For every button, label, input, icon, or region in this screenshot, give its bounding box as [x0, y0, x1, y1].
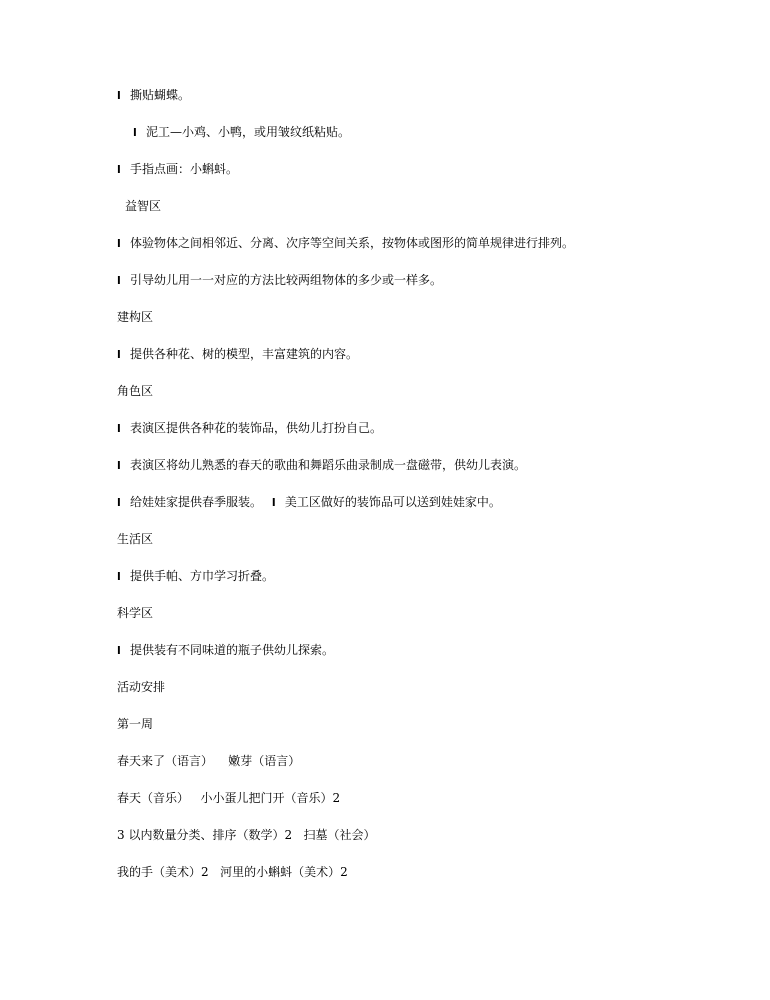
bullet-icon: l	[117, 348, 121, 361]
item-text: 提供各种花、树的模型，丰富建筑的内容。	[130, 347, 359, 361]
list-item	[117, 420, 382, 437]
section-heading: 益智区	[125, 199, 162, 213]
list-item	[117, 568, 274, 585]
item-text: 提供装有不同味道的瓶子供幼儿探索。	[130, 643, 335, 657]
section-heading: 建构区	[117, 310, 154, 324]
list-item	[117, 346, 358, 363]
bullet-icon: l	[117, 459, 121, 472]
bullet-icon: l	[117, 274, 121, 287]
schedule-line: 春天（音乐） 小小蛋儿把门开（音乐）2	[117, 791, 341, 805]
bullet-icon: l	[117, 89, 121, 102]
item-text: 手指点画：小蝌蚪。	[130, 162, 239, 176]
section-heading: 活动安排	[117, 680, 166, 694]
list-item	[117, 87, 190, 104]
bullet-icon: l	[117, 237, 121, 250]
list-item	[117, 494, 501, 511]
section-heading: 第一周	[117, 717, 154, 731]
section-heading: 科学区	[117, 606, 154, 620]
schedule-line: 春天来了（语言） 嫩芽（语言）	[117, 754, 301, 768]
list-item	[117, 161, 238, 178]
item-text: 美工区做好的装饰品可以送到娃娃家中。	[284, 495, 501, 509]
list-item	[117, 642, 334, 659]
list-item	[117, 272, 442, 289]
bullet-icon: l	[117, 422, 121, 435]
list-item	[117, 457, 526, 474]
bullet-icon: l	[271, 496, 276, 509]
bullet-icon: l	[117, 570, 121, 583]
item-text: 泥工—小鸡、小鸭，或用皱纹纸粘贴。	[146, 125, 351, 139]
bullet-icon: l	[117, 163, 121, 176]
item-text: 提供手帕、方巾学习折叠。	[130, 569, 275, 583]
item-text: 表演区将幼儿熟悉的春天的歌曲和舞蹈乐曲录制成一盘磁带，供幼儿表演。	[130, 458, 527, 472]
schedule-line: 3 以内数量分类、排序（数学）2 扫墓（社会）	[117, 828, 376, 842]
section-heading: 角色区	[117, 384, 154, 398]
section-heading: 生活区	[117, 532, 154, 546]
list-item	[133, 124, 350, 141]
bullet-icon: l	[117, 496, 121, 509]
bullet-icon: l	[133, 126, 137, 139]
item-text: 给娃娃家提供春季服装。	[130, 495, 263, 509]
item-text: 引导幼儿用一一对应的方法比较两组物体的多少或一样多。	[130, 273, 443, 287]
item-text: 撕贴蝴蝶。	[130, 88, 191, 102]
item-text: 表演区提供各种花的装饰品，供幼儿打扮自己。	[130, 421, 383, 435]
schedule-line: 我的手（美术）2 河里的小蝌蚪（美术）2	[117, 865, 348, 879]
item-text: 体验物体之间相邻近、分离、次序等空间关系，按物体或图形的简单规律进行排列。	[130, 236, 575, 250]
list-item	[117, 235, 574, 252]
bullet-icon: l	[117, 644, 121, 657]
